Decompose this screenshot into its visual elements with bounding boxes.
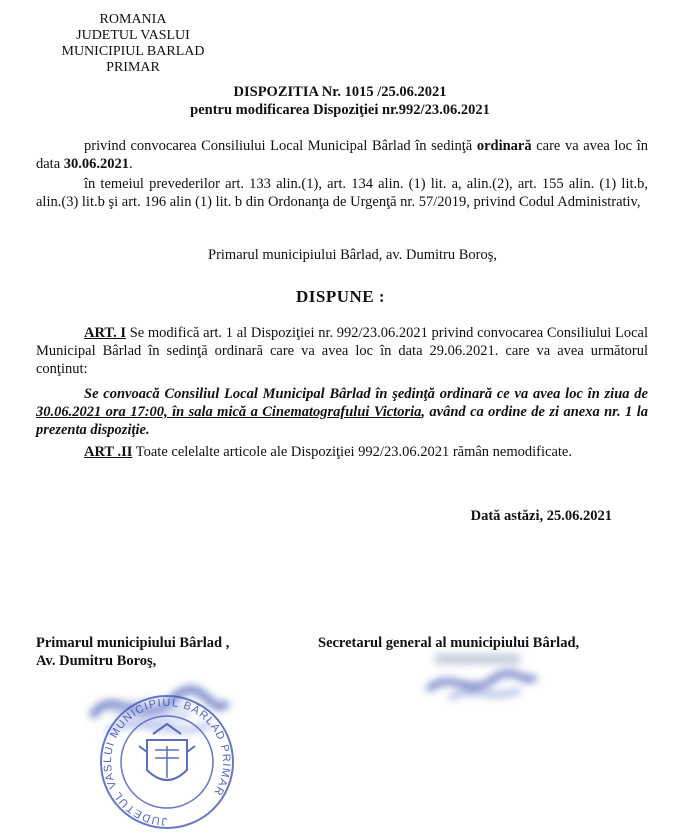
article-2-label: ART .II xyxy=(84,444,133,460)
session-type: ordinară xyxy=(476,138,532,154)
article-2 xyxy=(36,443,648,461)
convocation-datetime-place: 30.06.2021 ora 17:00, în sala mică a Cinematografului Victoria xyxy=(36,404,422,420)
convocation-agenda: , având ca ordine de zi anexa nr. 1 la prezenta dispoziţie. xyxy=(36,404,648,438)
mayor-title: Primarul municipiului Bârlad , xyxy=(36,635,230,651)
convocation-text: Se convoacă Consiliul Local Municipal Bârlad în şedinţă ordinară ce va avea loc în ziua de xyxy=(84,386,648,402)
coat-of-arms-icon xyxy=(139,724,195,780)
article-1-label: ART. I xyxy=(84,325,126,341)
stamp-ring-text: JUDETUL VASLUI MUNICIPIUL BÂRLAD PRIMAR xyxy=(101,696,233,828)
article-1-content xyxy=(36,385,648,439)
issuer-header xyxy=(58,12,208,76)
article-1 xyxy=(36,324,648,378)
session-date: 30.06.2021 xyxy=(63,156,130,172)
period: . xyxy=(129,156,133,172)
document-subtitle: pentru modificarea Dispoziţiei nr.992/23.06.2021 xyxy=(190,102,490,118)
article-2-text: Toate celelalte articole ale Dispoziţiei 992/23.06.2021 rămân nemodificate. xyxy=(135,444,572,460)
preamble-legal-basis: în temeiul prevederilor art. 133 alin.(1), art. 134 alin. (1) lit. a, alin.(2), art. 155 alin. (1) lit.b, alin.(3) lit.b şi art. 196 alin (1) lit. b din Ordonanţa de Urgenţă nr. 57/2019, privind Codul Administrativ, xyxy=(36,176,648,210)
secretary-title: Secretarul general al municipiului Bârlad, xyxy=(318,635,580,651)
article-1-text: Se modifică art. 1 al Dispoziţiei nr. 992/23.06.2021 privind convocarea Consiliului Local Municipal Bârlad în sedinţă ordinară care va avea loc în data 29.06.2021. care va avea următorul conţinut: xyxy=(36,325,648,377)
header-municipality: MUNICIPIUL BARLAD xyxy=(61,44,205,59)
preamble-text-2: care va avea loc în data xyxy=(36,138,648,172)
preamble-convocation xyxy=(36,137,648,173)
document-title: DISPOZITIA Nr. 1015 /25.06.2021 xyxy=(233,84,447,100)
mayor-name: Av. Dumitru Boroş, xyxy=(36,653,157,669)
preamble-mayor: Primarul municipiului Bârlad, av. Dumitru Boroş, xyxy=(208,247,498,263)
mayor-signature-block xyxy=(36,634,229,670)
header-country: ROMANIA xyxy=(99,12,167,27)
header-county: JUDETUL VASLUI xyxy=(76,28,190,43)
secretary-signature-image xyxy=(410,650,540,710)
preamble-text: privind convocarea Consiliului Local Municipal Bârlad în sedinţă xyxy=(84,138,473,154)
header-office: PRIMAR xyxy=(106,60,160,75)
dispune-heading: DISPUNE : xyxy=(296,287,386,306)
official-stamp xyxy=(95,690,240,833)
issue-date: Dată astăzi, 25.06.2021 xyxy=(470,508,612,524)
